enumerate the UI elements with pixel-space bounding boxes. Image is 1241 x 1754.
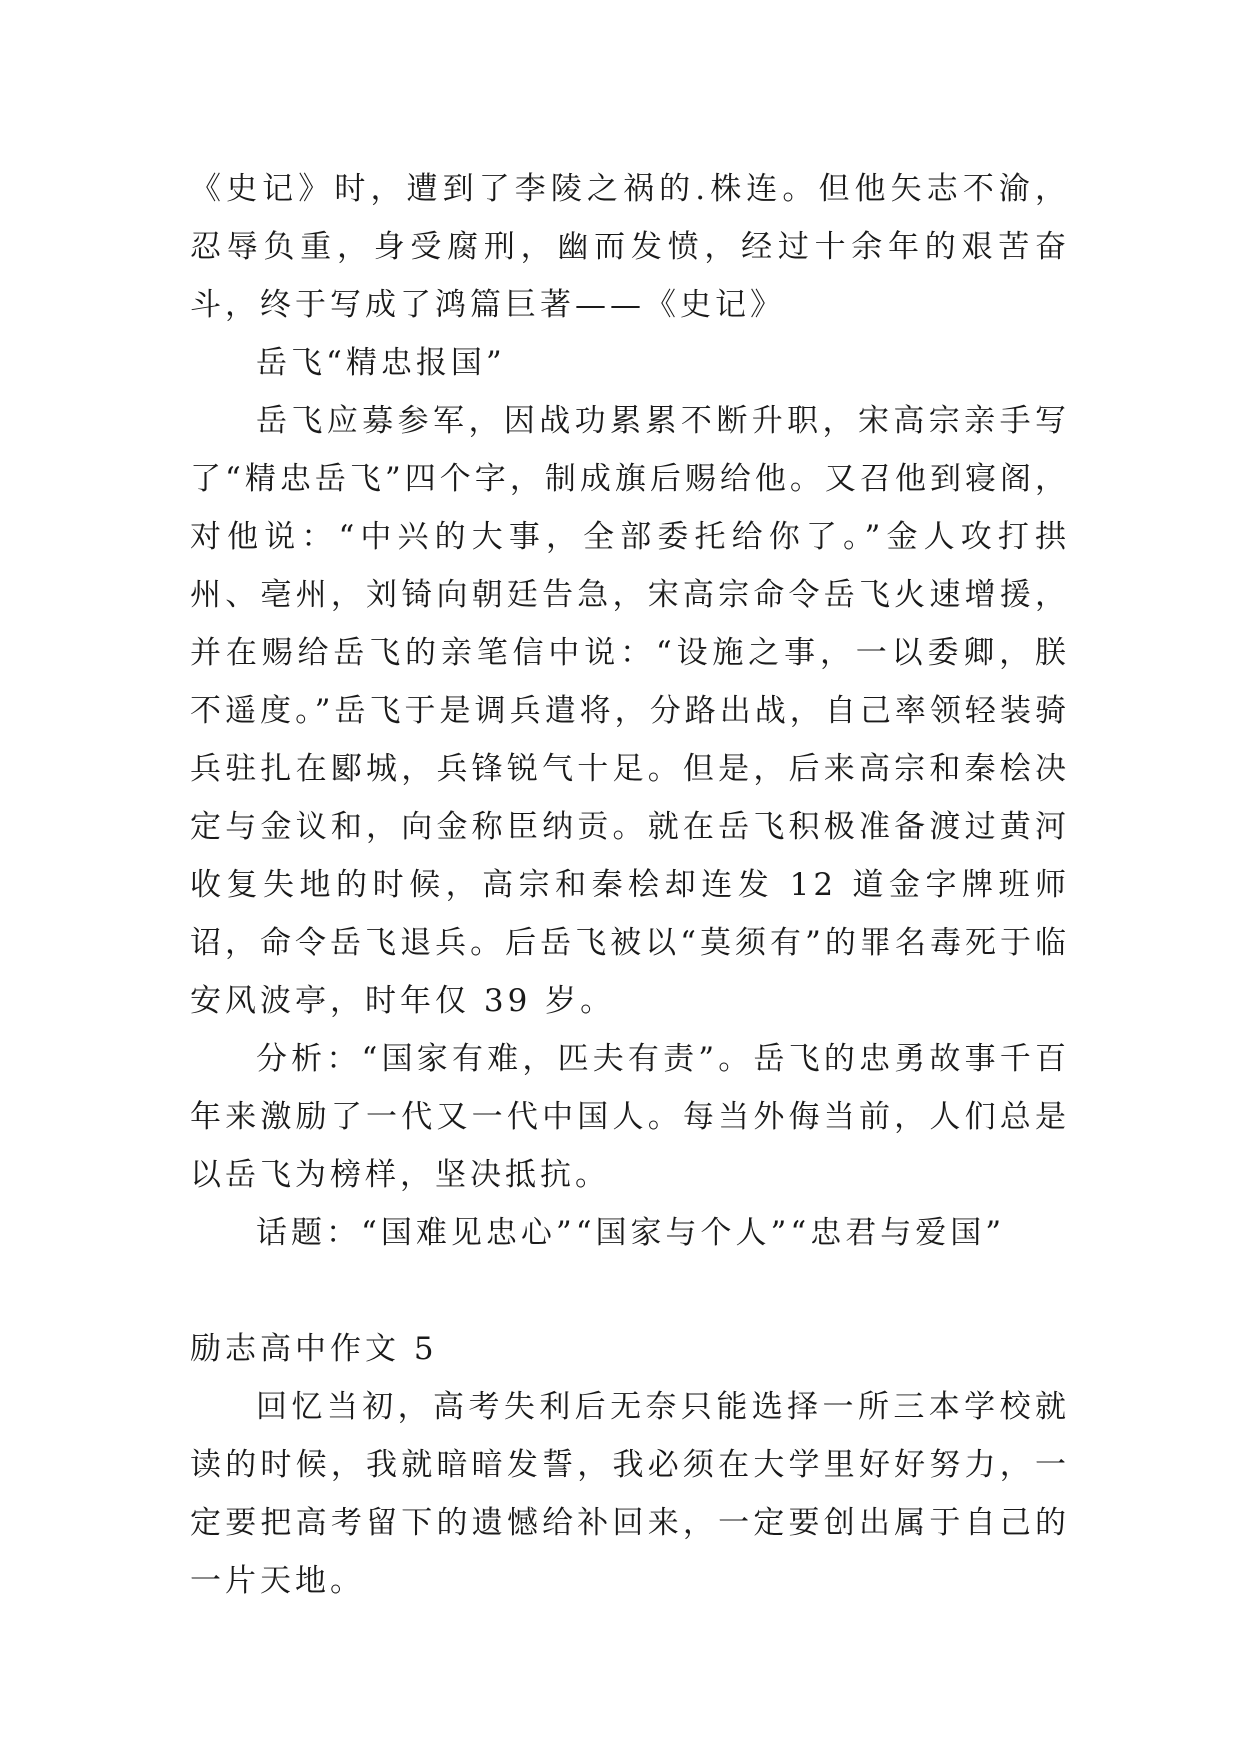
section-title-yuefei: 岳飞“精忠报国” [256,345,506,381]
essay-heading-5: 励志高中作文 5 [190,1331,438,1367]
paragraph-analysis: 分析：“国家有难，匹夫有责”。岳飞的忠勇故事千百年来激励了一代又一代中国人。每当外侮当前，人们总是以岳飞为榜样，坚决抵抗。 [190,1041,1070,1193]
paragraph-yuefei-story: 岳飞应募参军，因战功累累不断升职，宋高宗亲手写了“精忠岳飞”四个字，制成旗后赐给他。又召他到寝阁，对他说：“中兴的大事，全部委托给你了。”金人攻打拱州、亳州，刘锜向朝廷告急，宋高宗命令岳飞火速增援，并在赐给岳飞的亲笔信中说：“设施之事，一以委卿，朕不遥度。”岳飞于是调兵遣将，分路出战，自己率领轻装骑兵驻扎在郾城，兵锋锐气十足。但是，后来高宗和秦桧决定与金议和，向金称臣纳贡。就在岳飞积极准备渡过黄河收复失地的时候，高宗和秦桧却连发 12 道金字牌班师诏，命令岳飞退兵。后岳飞被以“莫须有”的罪名毒死于临安风波亭，时年仅 39 岁。 [190,403,1070,1019]
paragraph-shiji-continuation: 《史记》时，遭到了李陵之祸的.株连。但他矢志不渝，忍辱负重，身受腐刑，幽而发愤，经过十余年的艰苦奋斗，终于写成了鸿篇巨著——《史记》 [190,171,1070,323]
paragraph-essay-5-opening: 回忆当初，高考失利后无奈只能选择一所三本学校就读的时候，我就暗暗发誓，我必须在大学里好好努力，一定要把高考留下的遗憾给补回来，一定要创出属于自己的一片天地。 [190,1389,1070,1599]
document-body [190,160,1070,1610]
paragraph-topics: 话题：“国难见忠心”“国家与个人”“忠君与爱国” [256,1215,1006,1251]
